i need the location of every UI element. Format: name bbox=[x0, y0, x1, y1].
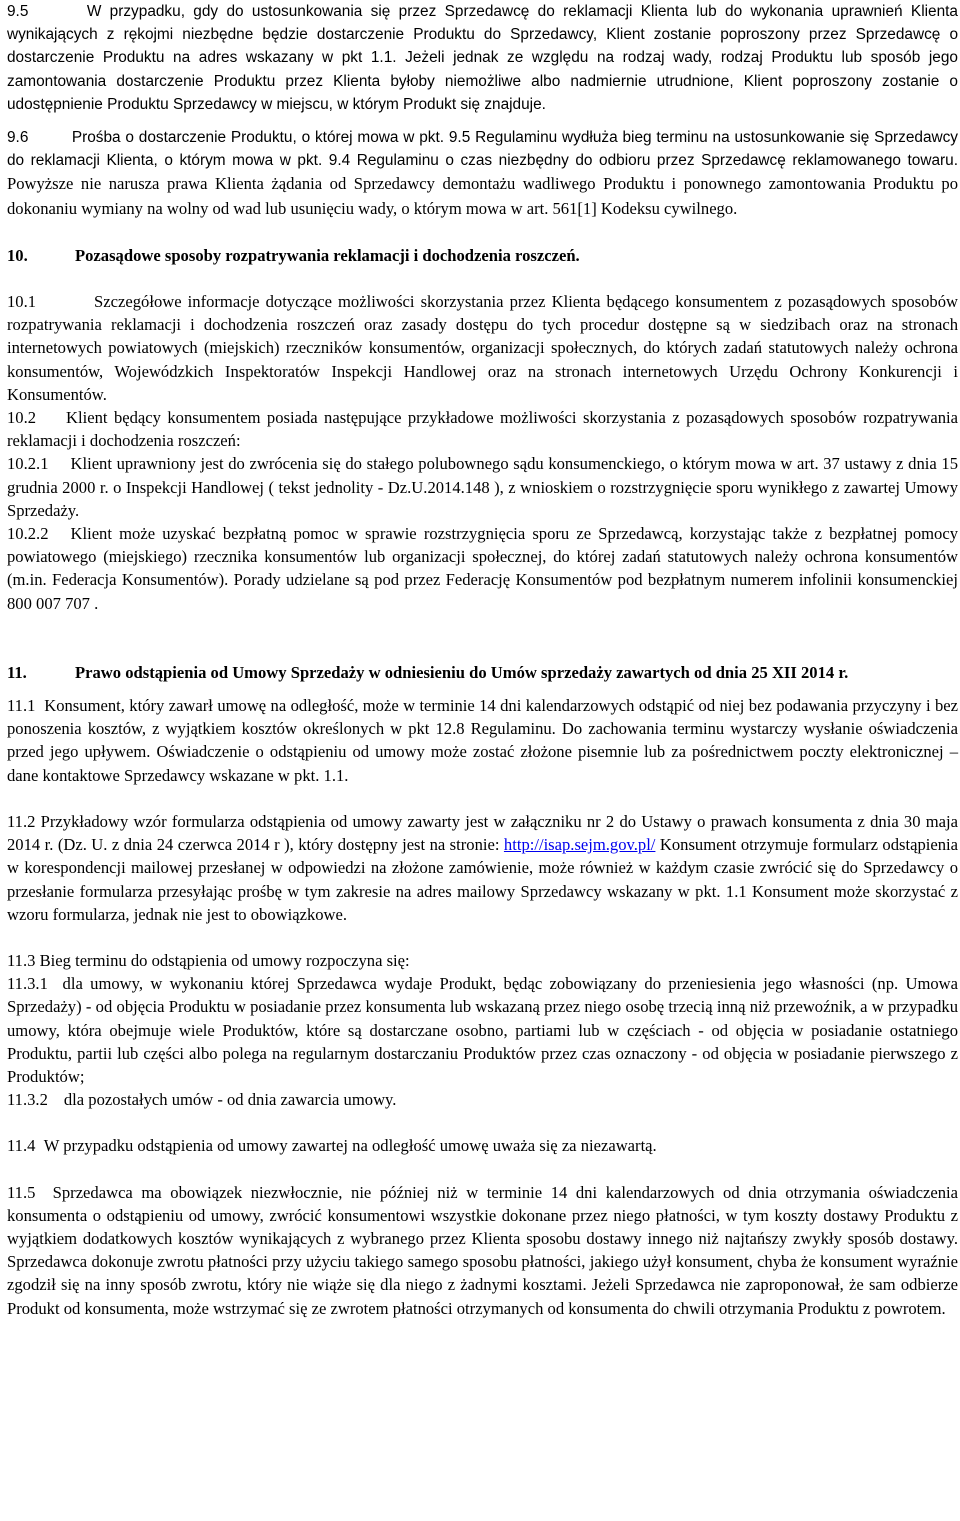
paragraph-number: 11.1 bbox=[7, 696, 36, 716]
paragraph-text: Konsument, który zawarł umowę na odległość, może w terminie 14 dni kalendarzowych odstąpić od niej bez podawania przyczyny i bez ponoszenia kosztów, z wyjątkiem kosztów określonych w pkt 12.8 Regulaminu. Do zachowania terminu wystarczy wysłanie oświadczenia przed jego upływem. Oświadczenie o odstąpieniu od umowy może zostać złożone pisemnie lub za pośrednictwem poczty elektronicznej – dane kontaktowe Sprzedawcy wskazane w pkt. 1.1. bbox=[7, 696, 959, 785]
section-heading-10 bbox=[7, 244, 958, 267]
document-page bbox=[7, 0, 958, 1320]
paragraph-10-2-2 bbox=[7, 522, 958, 615]
paragraph-text: dla pozostałych umów - od dnia zawarcia umowy. bbox=[63, 1090, 397, 1110]
paragraph-number: 11.3 bbox=[7, 950, 36, 970]
paragraph-text-continued: Powyższe nie narusza prawa Klienta żądania od Sprzedawcy demontażu wadliwego Produktu i ponownego zamontowania Produktu po dokonaniu wymiany na wolny od wad lub usunięciu wady, o którym mowa w art. 561[1] Kodeksu cywilnego. bbox=[7, 174, 958, 218]
section-title: Prawo odstąpienia od Umowy Sprzedaży w odniesieniu do Umów sprzedaży zawartych od dnia 25 XII 2014 r. bbox=[75, 662, 849, 682]
paragraph-number: 10.2 bbox=[7, 408, 37, 428]
paragraph-number: 9.5 bbox=[7, 3, 29, 20]
paragraph-text: Klient będący konsumentem posiada następujące przykładowe możliwości skorzystania z pozasądowych sposobów rozpatrywania reklamacji i dochodzenia roszczeń: bbox=[7, 408, 958, 451]
paragraph-11-4 bbox=[7, 1134, 958, 1157]
paragraph-11-1 bbox=[7, 694, 958, 787]
paragraph-text: Klient może uzyskać bezpłatną pomoc w sprawie rozstrzygnięcia sporu ze Sprzedawcą, korzystając także z bezpłatnej pomocy powiatowego (miejskiego) rzecznika konsumentów lub organizacji społecznej, do której zadań statutowych należy ochrona konsumentów (m.in. Federacja Konsumentów). Porady udzielane są pod przez Federację Konsumentów pod bezpłatnym numerem infolinii konsumenckiej 800 007 707 . bbox=[7, 524, 958, 613]
paragraph-9-6 bbox=[7, 126, 958, 221]
paragraph-number: 11.3.1 bbox=[7, 974, 48, 994]
paragraph-11-3-2 bbox=[7, 1088, 958, 1111]
paragraph-number: 11.2 bbox=[7, 811, 36, 831]
paragraph-text: W przypadku odstąpienia od umowy zawartej na odległość umowę uważa się za niezawartą. bbox=[43, 1136, 657, 1156]
paragraph-text: Bieg terminu do odstąpienia od umowy rozpoczyna się: bbox=[39, 950, 410, 970]
paragraph-number: 11.4 bbox=[7, 1136, 36, 1156]
paragraph-text: dla umowy, w wykonaniu której Sprzedawca wydaje Produkt, będąc zobowiązany do przeniesienia jego własności (np. Umowa Sprzedaży) - od objęcia Produktu w posiadanie przez konsumenta lub wskazaną przez niego osobę trzecią inną niż przewoźnik, a w przypadku umowy, która obejmuje wiele Produktów, które są dostarczane osobno, partiami lub w częściach - od objęcia w posiadanie ostatniego Produktu, partii lub części albo polega na regularnym dostarczaniu Produktów przez czas oznaczony - od objęcia w posiadanie pierwszego z Produktów; bbox=[7, 974, 958, 1086]
paragraph-text: Klient uprawniony jest do zwrócenia się do stałego polubownego sądu konsumenckiego, o którym mowa w art. 37 ustawy z dnia 15 grudnia 2000 r. o Inspekcji Handlowej ( tekst jednolity - Dz.U.2014.148 ), z wnioskiem o rozstrzygnięcie sporu wynikłego z zawartej Umowy Sprzedaży. bbox=[7, 454, 958, 520]
paragraph-10-2-1 bbox=[7, 452, 958, 522]
section-title: Pozasądowe sposoby rozpatrywania reklamacji i dochodzenia roszczeń. bbox=[75, 245, 580, 265]
section-number: 11. bbox=[7, 662, 27, 682]
section-number: 10. bbox=[7, 245, 28, 265]
paragraph-9-5 bbox=[7, 0, 958, 116]
paragraph-number: 9.6 bbox=[7, 129, 29, 147]
paragraph-number: 11.5 bbox=[7, 1182, 36, 1202]
paragraph-number: 11.3.2 bbox=[7, 1090, 48, 1110]
paragraph-text: Prośba o dostarczenie Produktu, o której mowa w pkt. 9.5 Regulaminu wydłuża bieg terminu na ustosunkowanie się Sprzedawcy do reklamacji Klienta, o którym mowa w pkt. 9.4 Regulaminu o czas niezbędny do odbioru przez Sprzedawcę reklamowanego towaru. bbox=[7, 129, 959, 170]
paragraph-11-3-1 bbox=[7, 972, 958, 1088]
paragraph-text: Szczegółowe informacje dotyczące możliwości skorzystania przez Klienta będącego konsumentem z pozasądowych sposobów rozpatrywania reklamacji i dochodzenia roszczeń oraz zasady dostępu do tych procedur dostępne są w siedzibach oraz na stronach internetowych powiatowych (miejskich) rzeczników konsumentów, organizacji społecznych, do których zadań statutowych należy ochrona konsumentów, Wojewódzkich Inspektoratów Inspekcji Handlowej oraz na stronach internetowych Urzędu Ochrony Konkurencji i Konsumentów. bbox=[7, 292, 958, 404]
paragraph-text: W przypadku, gdy do ustosunkowania się przez Sprzedawcę do reklamacji Klienta lub do wykonania uprawnień Klienta wynikających z rękojmi niezbędne będzie dostarczenie Produktu do Sprzedawcy, Klient zostanie poproszony przez Sprzedawcę o dostarczenie Produktu na adres wskazany w pkt 1.1. Jeżeli jednak ze względu na rodzaj wady, rodzaj Produktu lub sposób jego zamontowania dostarczenie Produktu przez Klienta byłoby niemożliwe albo nadmiernie utrudnione, Klient poproszony zostanie o udostępnienie Produktu Sprzedawcy w miejscu, w którym Produkt się znajduje. bbox=[7, 3, 958, 113]
paragraph-number: 10.1 bbox=[7, 292, 37, 312]
paragraph-10-2 bbox=[7, 406, 958, 452]
isap-link[interactable]: http://isap.sejm.gov.pl/ bbox=[503, 835, 656, 855]
paragraph-number: 10.2.1 bbox=[7, 454, 49, 474]
paragraph-10-1 bbox=[7, 290, 958, 406]
paragraph-11-2 bbox=[7, 810, 958, 926]
section-heading-11 bbox=[7, 661, 958, 684]
paragraph-11-3 bbox=[7, 949, 958, 972]
paragraph-text-continued: Konsument otrzymuje formularz odstąpienia w korespondencji mailowej przesłanej w odpowiedzi na złożone zamówienie, może również w każdym czasie zwrócić się do Sprzedawcy o przesłanie formularza przesyłając prośbę w tym zakresie na adres mailowy Sprzedawcy wskazany w pkt. 1.1 Konsument może skorzystać z wzoru formularza, jednak nie jest to obowiązkowe. bbox=[7, 835, 958, 924]
paragraph-text: Przykładowy wzór formularza odstąpienia od umowy zawarty jest w załączniku nr 2 do Ustawy o prawach konsumenta z dnia 30 maja 2014 r. (Dz. U. z dnia 24 czerwca 2014 r ), który dostępny jest na stronie: bbox=[7, 811, 958, 855]
paragraph-text: Sprzedawca ma obowiązek niezwłocznie, nie później niż w terminie 14 dni kalendarzowych od dnia otrzymania oświadczenia konsumenta o odstąpieniu od umowy, zwrócić konsumentowi wszystkie dokonane przez niego płatności, w tym koszty dostawy Produktu z wyjątkiem dodatkowych kosztów wynikających z wybranego przez Klienta sposobu dostawy innego niż najtańszy zwykły sposób dostawy. Sprzedawca dokonuje zwrotu płatności przy użyciu takiego samego sposobu płatności, jakiego użył konsument, chyba że konsument wyraźnie zgodził się na inny sposób zwrotu, który nie wiąże się dla niego z żadnymi kosztami. Jeżeli Sprzedawca nie zaproponował, że sam odbierze Produkt od konsumenta, może wstrzymać się ze zwrotem płatności otrzymanych od konsumenta do chwili otrzymania Produktu z powrotem. bbox=[7, 1182, 958, 1318]
paragraph-number: 10.2.2 bbox=[7, 524, 49, 544]
paragraph-11-5 bbox=[7, 1181, 958, 1320]
